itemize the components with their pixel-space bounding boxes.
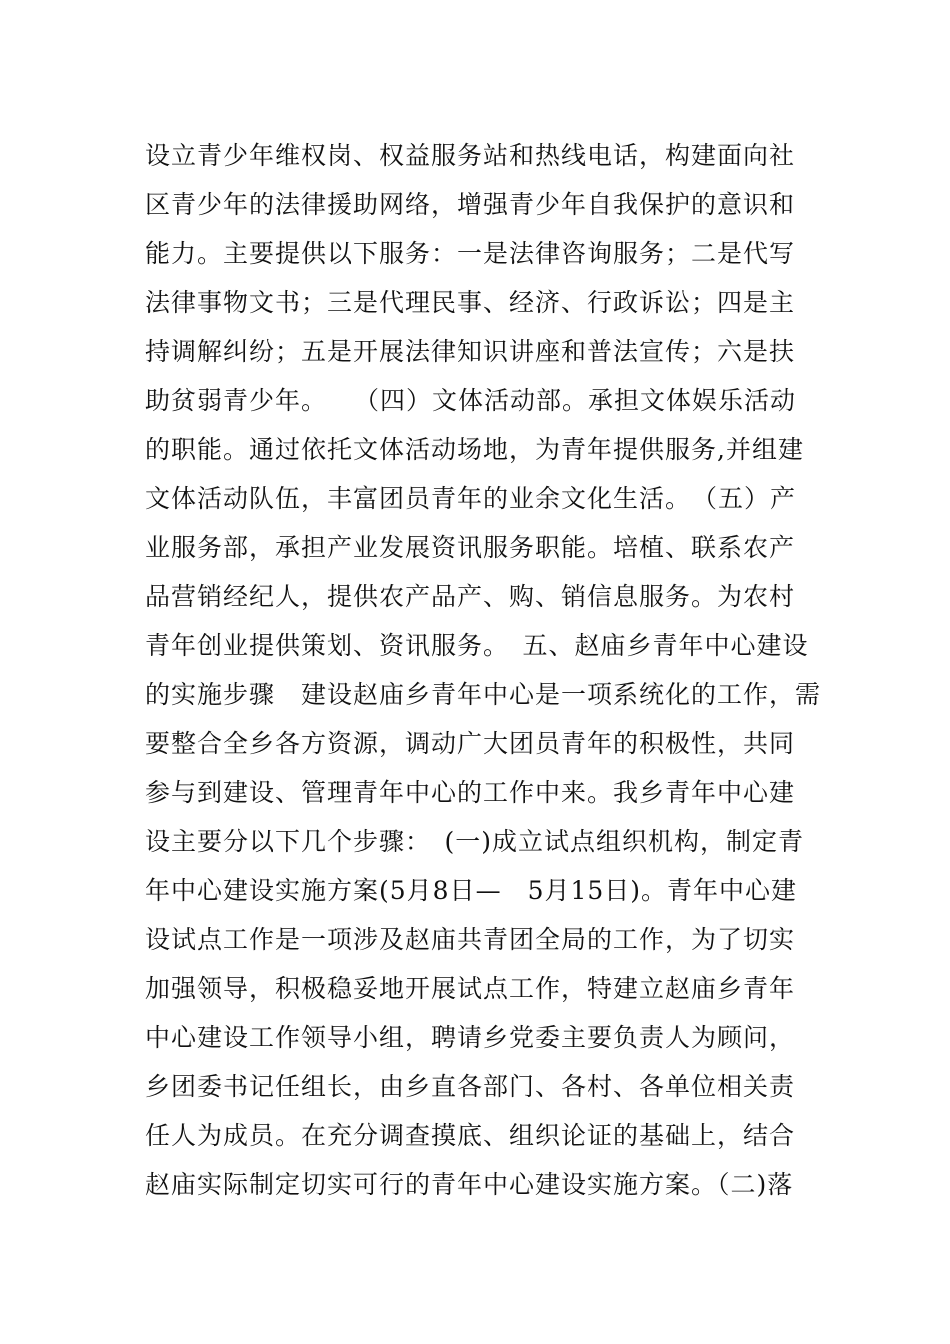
text-line: 青年创业提供策划、资讯服务。 五、赵庙乡青年中心建设 — [145, 631, 809, 660]
text-line: 设试点工作是一项涉及赵庙共青团全局的工作，为了切实 — [145, 925, 796, 954]
text-line: 任人为成员。在充分调查摸底、组织论证的基础上，结合 — [145, 1121, 796, 1150]
text-line: 能力。主要提供以下服务：一是法律咨询服务；二是代写 — [145, 239, 796, 268]
text-line: 法律事物文书；三是代理民事、经济、行政诉讼；四是主 — [145, 288, 796, 317]
text-line: 持调解纠纷；五是开展法律知识讲座和普法宣传；六是扶 — [145, 337, 796, 366]
text-line: 乡团委书记任组长，由乡直各部门、各村、各单位相关责 — [145, 1072, 796, 1101]
text-line: 助贫弱青少年。 （四）文体活动部。承担文体娱乐活动 — [145, 386, 797, 415]
text-line: 业服务部，承担产业发展资讯服务职能。培植、联系农产 — [145, 533, 796, 562]
text-line: 设主要分以下几个步骤： (一)成立试点组织机构，制定青 — [145, 827, 805, 856]
text-line: 加强领导，积极稳妥地开展试点工作，特建立赵庙乡青年 — [145, 974, 796, 1003]
text-line: 品营销经纪人，提供农产品产、购、销信息服务。为农村 — [145, 582, 796, 611]
text-line: 设立青少年维权岗、权益服务站和热线电话，构建面向社 — [145, 141, 796, 170]
text-line: 中心建设工作领导小组，聘请乡党委主要负责人为顾问， — [145, 1023, 796, 1052]
text-line: 年中心建设实施方案(5月8日— 5月15日)。青年中心建 — [145, 876, 798, 905]
text-line: 赵庙实际制定切实可行的青年中心建设实施方案。（二)落 — [145, 1170, 794, 1199]
text-line: 的实施步骤 建设赵庙乡青年中心是一项系统化的工作，需 — [145, 680, 822, 709]
text-line: 区青少年的法律援助网络，增强青少年自我保护的意识和 — [145, 190, 796, 219]
text-line: 参与到建设、管理青年中心的工作中来。我乡青年中心建 — [145, 778, 796, 807]
text-line: 文体活动队伍，丰富团员青年的业余文化生活。 （五）产 — [145, 484, 797, 513]
text-line: 要整合全乡各方资源，调动广大团员青年的积极性，共同 — [145, 729, 796, 758]
text-line: 的职能。通过依托文体活动场地，为青年提供服务,并组建 — [145, 435, 804, 464]
body-text — [145, 131, 825, 1209]
